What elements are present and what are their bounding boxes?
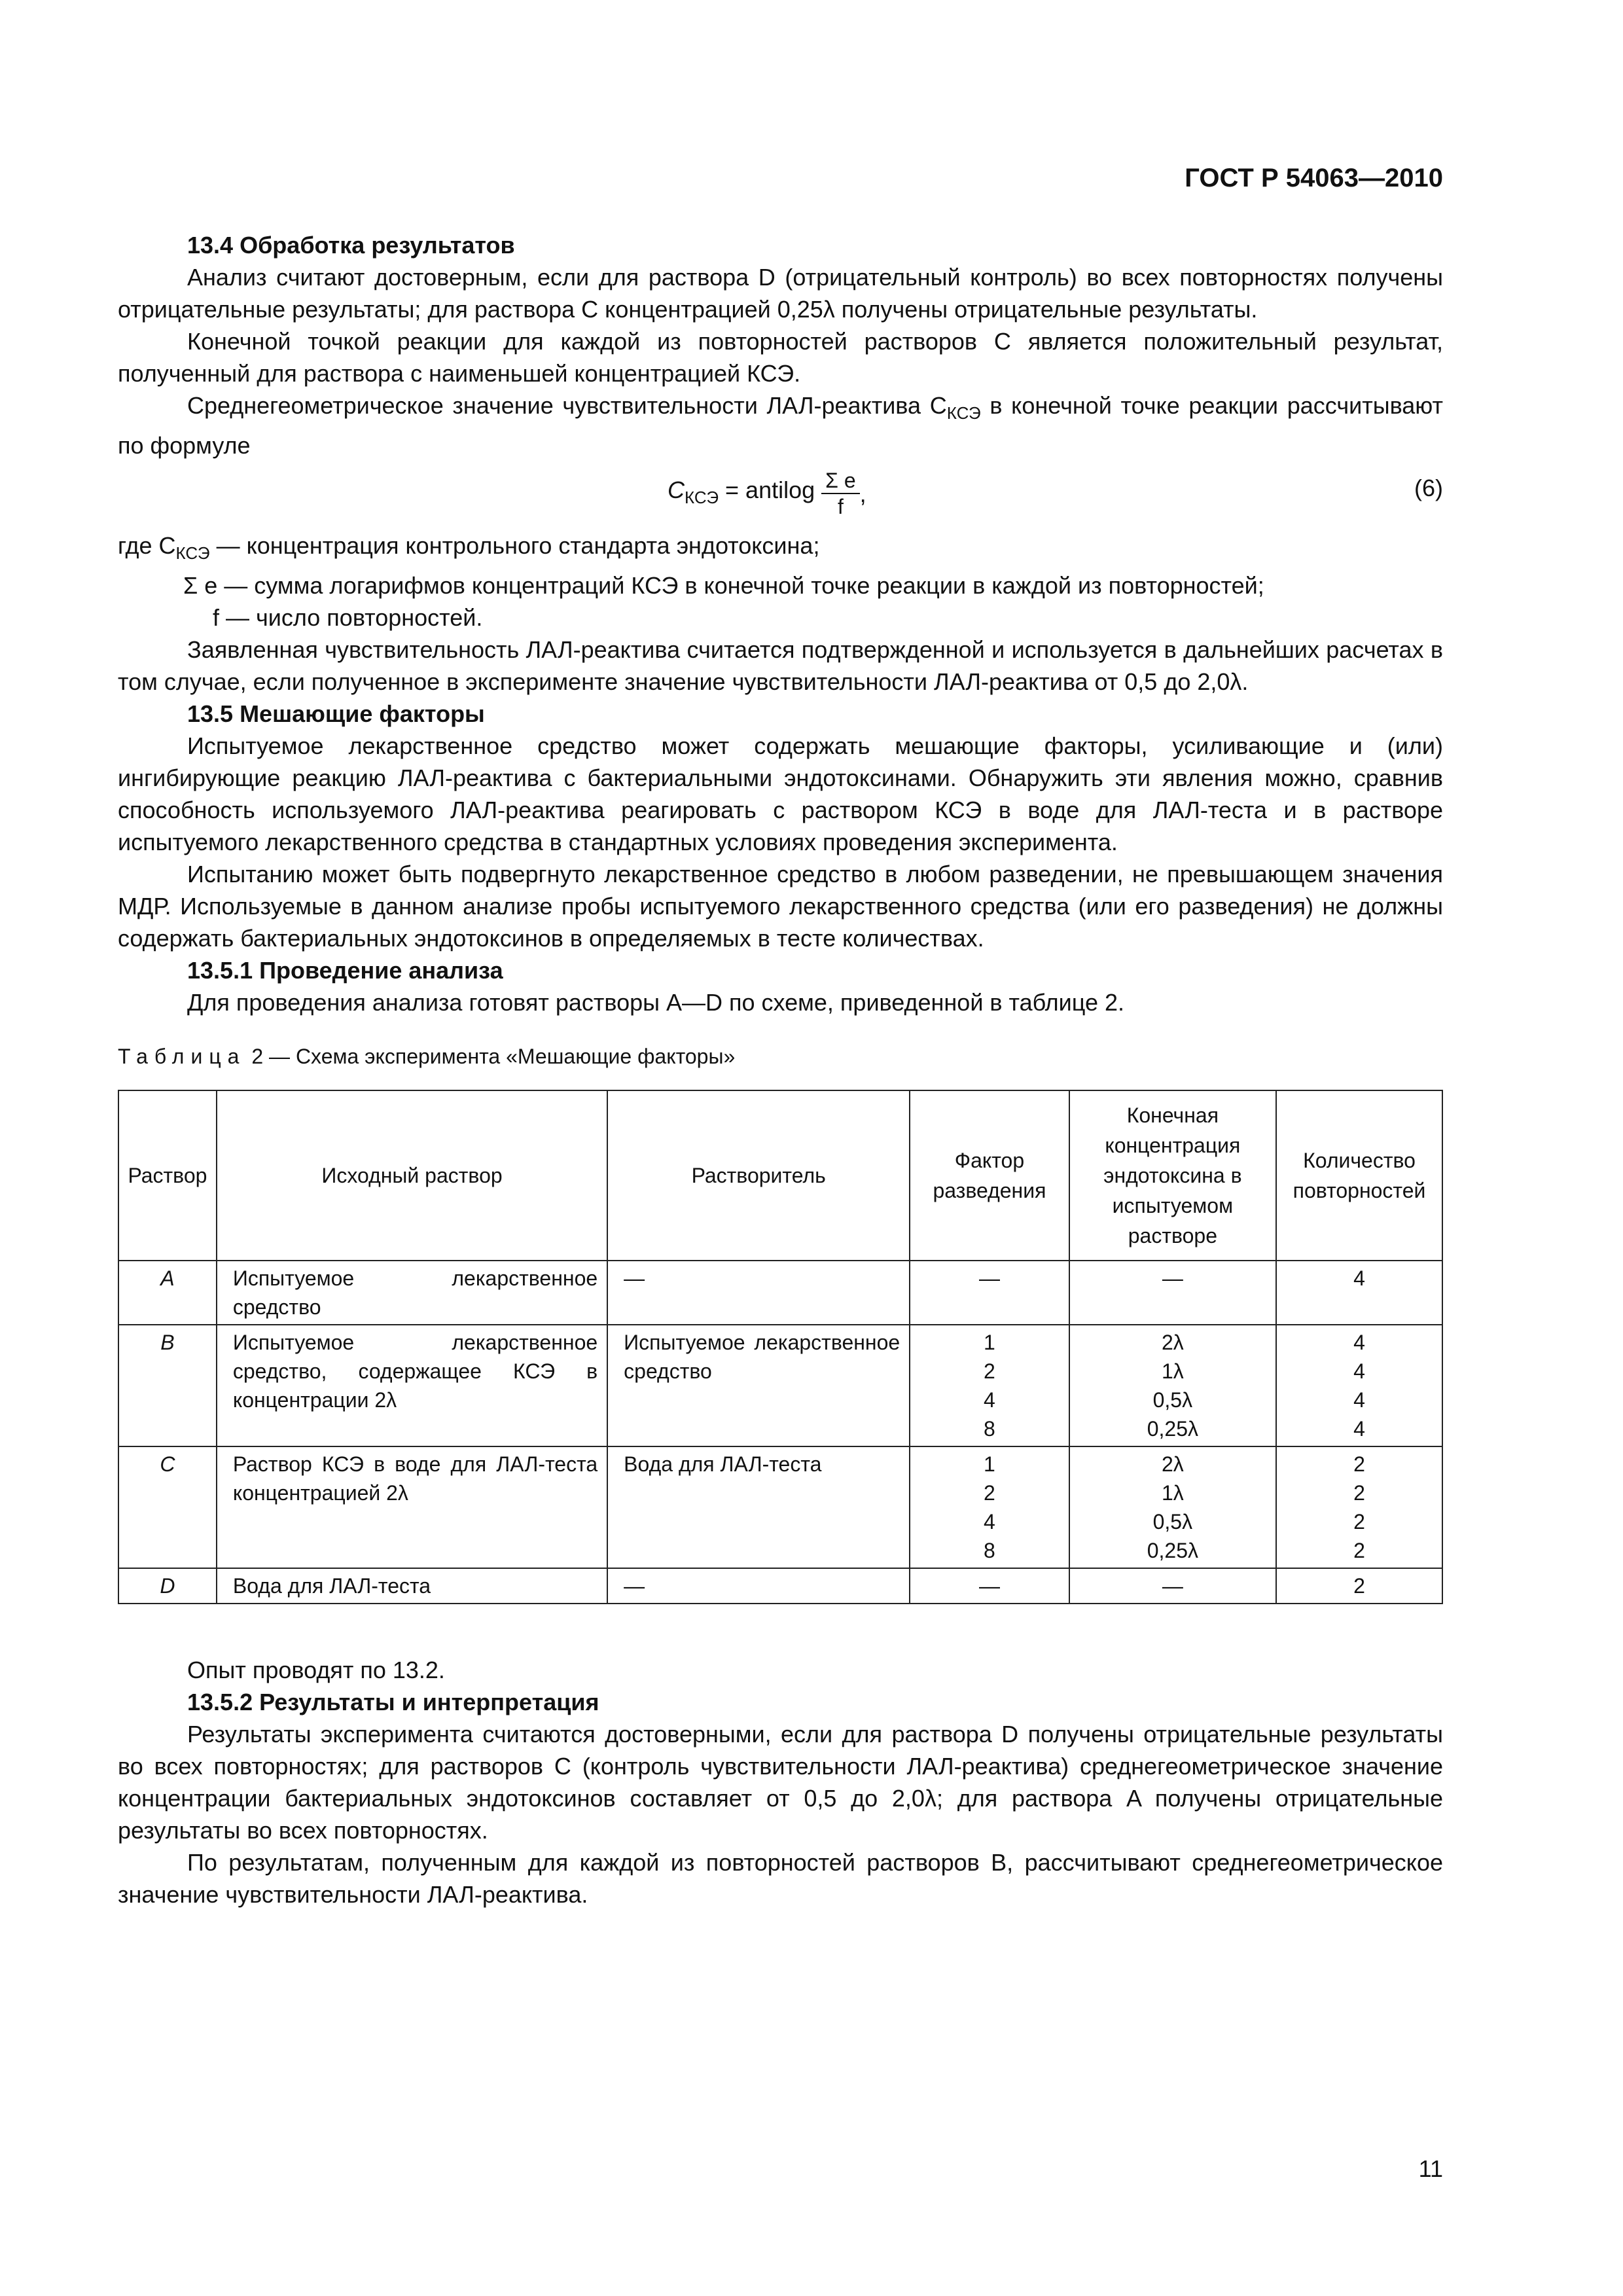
cell-dilution-factor: 1 2 4 8 [910,1325,1069,1446]
cell-replicates: 2 [1276,1568,1442,1604]
cell-solution: A [118,1261,217,1325]
table-header-row [118,1090,1442,1261]
cell-solution: D [118,1568,217,1604]
where-line-1: где $C_{КСЭ}$ — концентрация контрольного стандарта эндотоксина; [118,532,820,563]
where-line-2: Σ e — сумма логарифмов концентраций КСЭ в конечной точке реакции в каждой из повторностей; [183,572,1264,599]
header-final-concentration: Конечная концентрация эндотоксина в испытуемом растворе [1069,1090,1276,1261]
cell-solvent: Вода для ЛАЛ-теста [607,1446,910,1568]
table-row [118,1568,1442,1604]
section-13-5-paragraph-1: Испытуемое лекарственное средство может содержать мешающие факторы, усиливающие и (или) ингибирующие реакцию ЛАЛ-реактива с бактериальными эндотоксинами. Обнаружить эти явления можно, сравнив способность используемого ЛАЛ-реактива реагировать с раствором КСЭ в воде для ЛАЛ-теста и в растворе испытуемого лекарственного средства в стандартных условиях проведения эксперимента. [118,732,1443,855]
formula-body [668,468,866,519]
cell-solvent: Испытуемое лекарственное средство [607,1325,910,1446]
header-dilution-factor: Фактор разведения [910,1090,1069,1261]
formula-comma: , [859,480,866,507]
formula-6 [118,461,1443,529]
formula-denominator: f [837,495,844,518]
subscript-kse: КСЭ [946,403,981,423]
section-13-5-2-paragraph-2: По результатам, полученным для каждой из повторностей растворов B, рассчитывают среднегеометрическое значение чувствительности ЛАЛ-реактива. [118,1849,1443,1908]
cell-replicates: 4 [1276,1261,1442,1325]
formula-numerator: Σ e [821,468,859,494]
cell-final-concentration: — [1069,1261,1276,1325]
section-13-4-paragraph-1: Анализ считают достоверным, если для раствора D (отрицательный контроль) во всех повторностях получены отрицательные результаты; для раствора C концентрацией 0,25λ получены отрицательные результаты. [118,264,1443,323]
paragraph-3-part-b: в конечной точке реакции рассчитывают по формуле [118,392,1444,459]
cell-final-concentration: 2λ 1λ 0,5λ 0,25λ [1069,1325,1276,1446]
section-13-4-paragraph-3 [118,389,1443,461]
where-line-3: f — число повторностей. [213,604,483,631]
section-13-5-2-title: 13.5.2 Результаты и интерпретация [187,1689,599,1715]
cell-final-concentration: 2λ 1λ 0,5λ 0,25λ [1069,1446,1276,1568]
section-13-5-1-title: 13.5.1 Проведение анализа [187,957,503,984]
formula-number: (6) [1414,475,1443,501]
formula-lhs: $C_{КСЭ}$ = antilog [668,476,815,507]
formula-fraction [821,468,859,519]
section-13-5-1-paragraph-1: Для проведения анализа готовят растворы A—D по схеме, приведенной в таблице 2. [187,989,1125,1016]
cell-source-solution: Вода для ЛАЛ-теста [217,1568,607,1604]
after-table-text: Опыт проводят по 13.2. [187,1657,445,1683]
cell-final-concentration: — [1069,1568,1276,1604]
experiment-scheme-table [118,1090,1443,1604]
document-body [118,229,1443,1910]
cell-dilution-factor: — [910,1568,1069,1604]
table-row [118,1261,1442,1325]
cell-source-solution: Испытуемое лекарственное средство [217,1261,607,1325]
cell-solvent: — [607,1568,910,1604]
cell-solution: C [118,1446,217,1568]
section-13-5-paragraph-2: Испытанию может быть подвергнуто лекарственное средство в любом разведении, не превышающем значения МДР. Используемые в данном анализе пробы испытуемого лекарственного средства (или его разведения) не должны содержать бактериальных эндотоксинов в определяемых в тесте количествах. [118,861,1443,952]
section-13-5-2-paragraph-1: Результаты эксперимента считаются достоверными, если для раствора D получены отрицательные результаты во всех повторностях; для растворов C (контроль чувствительности ЛАЛ-реактива) среднегеометрическое значение концентрации бактериальных эндотоксинов составляет от 0,5 до 2,0λ; для раствора A получены отрицательные результаты во всех повторностях. [118,1721,1443,1844]
section-13-4-title: 13.4 Обработка результатов [187,232,515,259]
table-caption: Таблица 2 — Схема эксперимента «Мешающие факторы» [118,1045,736,1068]
header-source-solution: Исходный раствор [217,1090,607,1261]
section-13-4-paragraph-2: Конечной точкой реакции для каждой из повторностей растворов C является положительный результат, полученный для раствора с наименьшей концентрацией КСЭ. [118,328,1443,387]
table-row [118,1325,1442,1446]
cell-solvent: — [607,1261,910,1325]
page-number: 11 [1418,2155,1443,2182]
section-13-5-title: 13.5 Мешающие факторы [187,700,485,727]
cell-dilution-factor: 1 2 4 8 [910,1446,1069,1568]
cell-replicates: 2 2 2 2 [1276,1446,1442,1568]
table-row [118,1446,1442,1568]
cell-dilution-factor: — [910,1261,1069,1325]
document-id-header: ГОСТ Р 54063—2010 [1185,164,1443,192]
cell-source-solution: Раствор КСЭ в воде для ЛАЛ-теста концентрацией 2λ [217,1446,607,1568]
cell-source-solution: Испытуемое лекарственное средство, содержащее КСЭ в концентрации 2λ [217,1325,607,1446]
section-13-4-paragraph-4: Заявленная чувствительность ЛАЛ-реактива считается подтвержденной и используется в дальнейших расчетах в том случае, если полученное в эксперименте значение чувствительности ЛАЛ-реактива от 0,5 до 2,0λ. [118,636,1443,695]
cell-replicates: 4 4 4 4 [1276,1325,1442,1446]
paragraph-3-part-a: Среднегеометрическое значение чувствительности ЛАЛ-реактива C [187,392,947,419]
cell-solution: B [118,1325,217,1446]
header-replicates: Количество повторностей [1276,1090,1442,1261]
header-solution: Раствор [118,1090,217,1261]
header-solvent: Растворитель [607,1090,910,1261]
